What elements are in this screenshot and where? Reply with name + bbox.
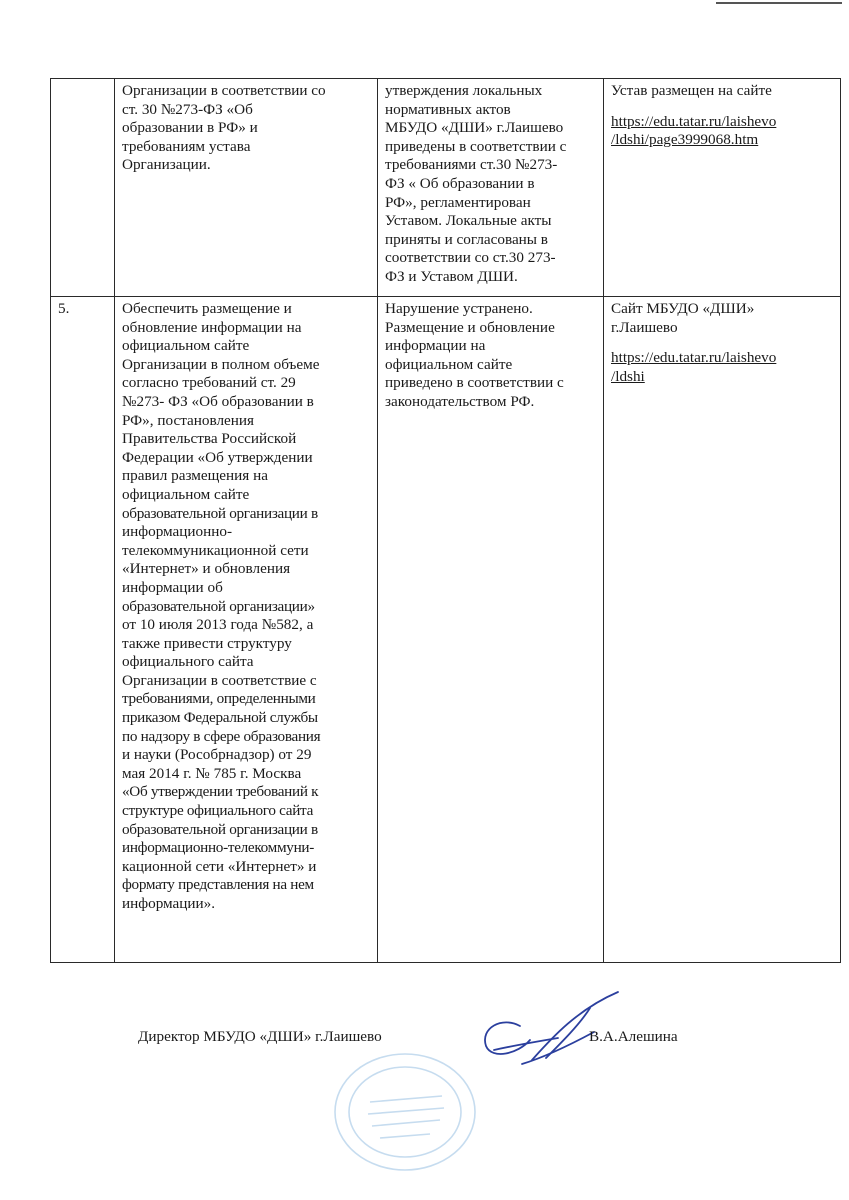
- text-line: Организации в соответствии со: [122, 82, 326, 99]
- text-line: также привести структуру: [122, 634, 292, 652]
- text-line: образовании в РФ» и: [122, 119, 258, 137]
- row-number-cell: [51, 79, 115, 297]
- site-link[interactable]: /ldshi: [611, 367, 645, 385]
- text-line: официального сайта: [122, 653, 254, 671]
- text-line: «Интернет» и обновления: [122, 560, 291, 578]
- scan-corner-mark: [716, 2, 842, 4]
- remediation-table: [50, 78, 841, 963]
- text-line: РФ», регламентирован: [385, 193, 531, 211]
- text-line: Сайт МБУДО «ДШИ»: [611, 300, 755, 317]
- text-line: образовательной организации в: [122, 820, 318, 838]
- text-line: структуре официального сайта: [122, 802, 314, 820]
- text-line: информационно-: [122, 523, 233, 541]
- text-line: ФЗ « Об образовании в: [385, 174, 535, 192]
- text-line: кационной сети «Интернет» и: [122, 857, 317, 875]
- text-line: ст. 30 №273-ФЗ «Об: [122, 100, 253, 118]
- row-number-cell: [51, 297, 115, 963]
- text-line: правил размещения на: [122, 467, 268, 485]
- text-line: Размещение и обновление: [385, 318, 555, 336]
- text-line: телекоммуникационной сети: [122, 541, 309, 559]
- text-line: Организации.: [122, 156, 211, 174]
- table-row: [51, 79, 841, 297]
- text-line: Устав размещен на сайте: [611, 82, 772, 99]
- text-line: соответствии со ст.30 273-: [385, 249, 556, 267]
- text-line: информации на: [385, 337, 486, 355]
- text-line: законодательством РФ.: [385, 392, 535, 410]
- text-line: нормативных актов: [385, 100, 511, 118]
- text-line: Организации в соответствие с: [122, 671, 317, 689]
- text-line: требованиями, определенными: [122, 690, 316, 708]
- text-line: информации».: [122, 895, 216, 912]
- text-line: по надзору в сфере образования: [122, 727, 321, 745]
- table-row: [51, 297, 841, 963]
- site-link[interactable]: /ldshi/page3999068.htm: [611, 131, 759, 149]
- text-line: согласно требований ст. 29: [122, 374, 296, 392]
- text-line: Организации в полном объеме: [122, 355, 320, 373]
- text-line: информационно-телекоммуни-: [122, 839, 314, 857]
- evidence-cell: [604, 297, 841, 963]
- text-line: РФ», постановления: [122, 411, 255, 429]
- text-line: утверждения локальных: [385, 82, 543, 99]
- text-line: образовательной организации»: [122, 597, 315, 615]
- text-line: приведены в соответствии с: [385, 137, 567, 155]
- text-line: приняты и согласованы в: [385, 230, 548, 248]
- text-line: официальном сайте: [385, 355, 513, 373]
- requirement-cell: [115, 79, 378, 297]
- text-line: «Об утверждении требований к: [122, 783, 319, 801]
- text-line: информации об: [122, 578, 223, 596]
- requirement-cell: [115, 297, 378, 963]
- text-line: официальном сайте: [122, 337, 250, 355]
- text-line: от 10 июля 2013 года №582, а: [122, 616, 314, 634]
- result-cell: [378, 297, 604, 963]
- text-line: Правительства Российской: [122, 430, 297, 448]
- text-line: приказом Федеральной службы: [122, 709, 318, 727]
- text-line: Нарушение устранено.: [385, 300, 533, 317]
- site-link[interactable]: https://edu.tatar.ru/laishevo: [611, 112, 777, 130]
- signer-name: В.А.Алешина: [589, 1028, 678, 1045]
- text-line: обновление информации на: [122, 318, 302, 336]
- text-line: Федерации «Об утверждении: [122, 448, 313, 466]
- text-line: официальном сайте: [122, 485, 250, 503]
- text-line: Обеспечить размещение и: [122, 300, 292, 317]
- text-line: требованиям устава: [122, 137, 251, 155]
- text-line: приведено в соответствии с: [385, 374, 564, 392]
- institution-stamp: [330, 1046, 480, 1176]
- text-line: образовательной организации в: [122, 504, 318, 522]
- text-line: МБУДО «ДШИ» г.Лаишево: [385, 119, 564, 137]
- director-position: Директор МБУДО «ДШИ» г.Лаишево: [138, 1028, 382, 1045]
- text-line: требованиями ст.30 №273-: [385, 156, 558, 174]
- text-line: ФЗ и Уставом ДШИ.: [385, 267, 518, 285]
- text-line: формату представления на нем: [122, 876, 314, 894]
- text-line: мая 2014 г. № 785 г. Москва: [122, 764, 302, 782]
- text-line: и науки (Рособрнадзор) от 29: [122, 746, 312, 764]
- site-link[interactable]: https://edu.tatar.ru/laishevo: [611, 349, 777, 367]
- result-cell: [378, 79, 604, 297]
- evidence-cell: [604, 79, 841, 297]
- text-line: Уставом. Локальные акты: [385, 212, 552, 230]
- row-number: 5.: [58, 300, 70, 317]
- text-line: г.Лаишево: [611, 318, 678, 336]
- text-line: №273- ФЗ «Об образовании в: [122, 392, 314, 410]
